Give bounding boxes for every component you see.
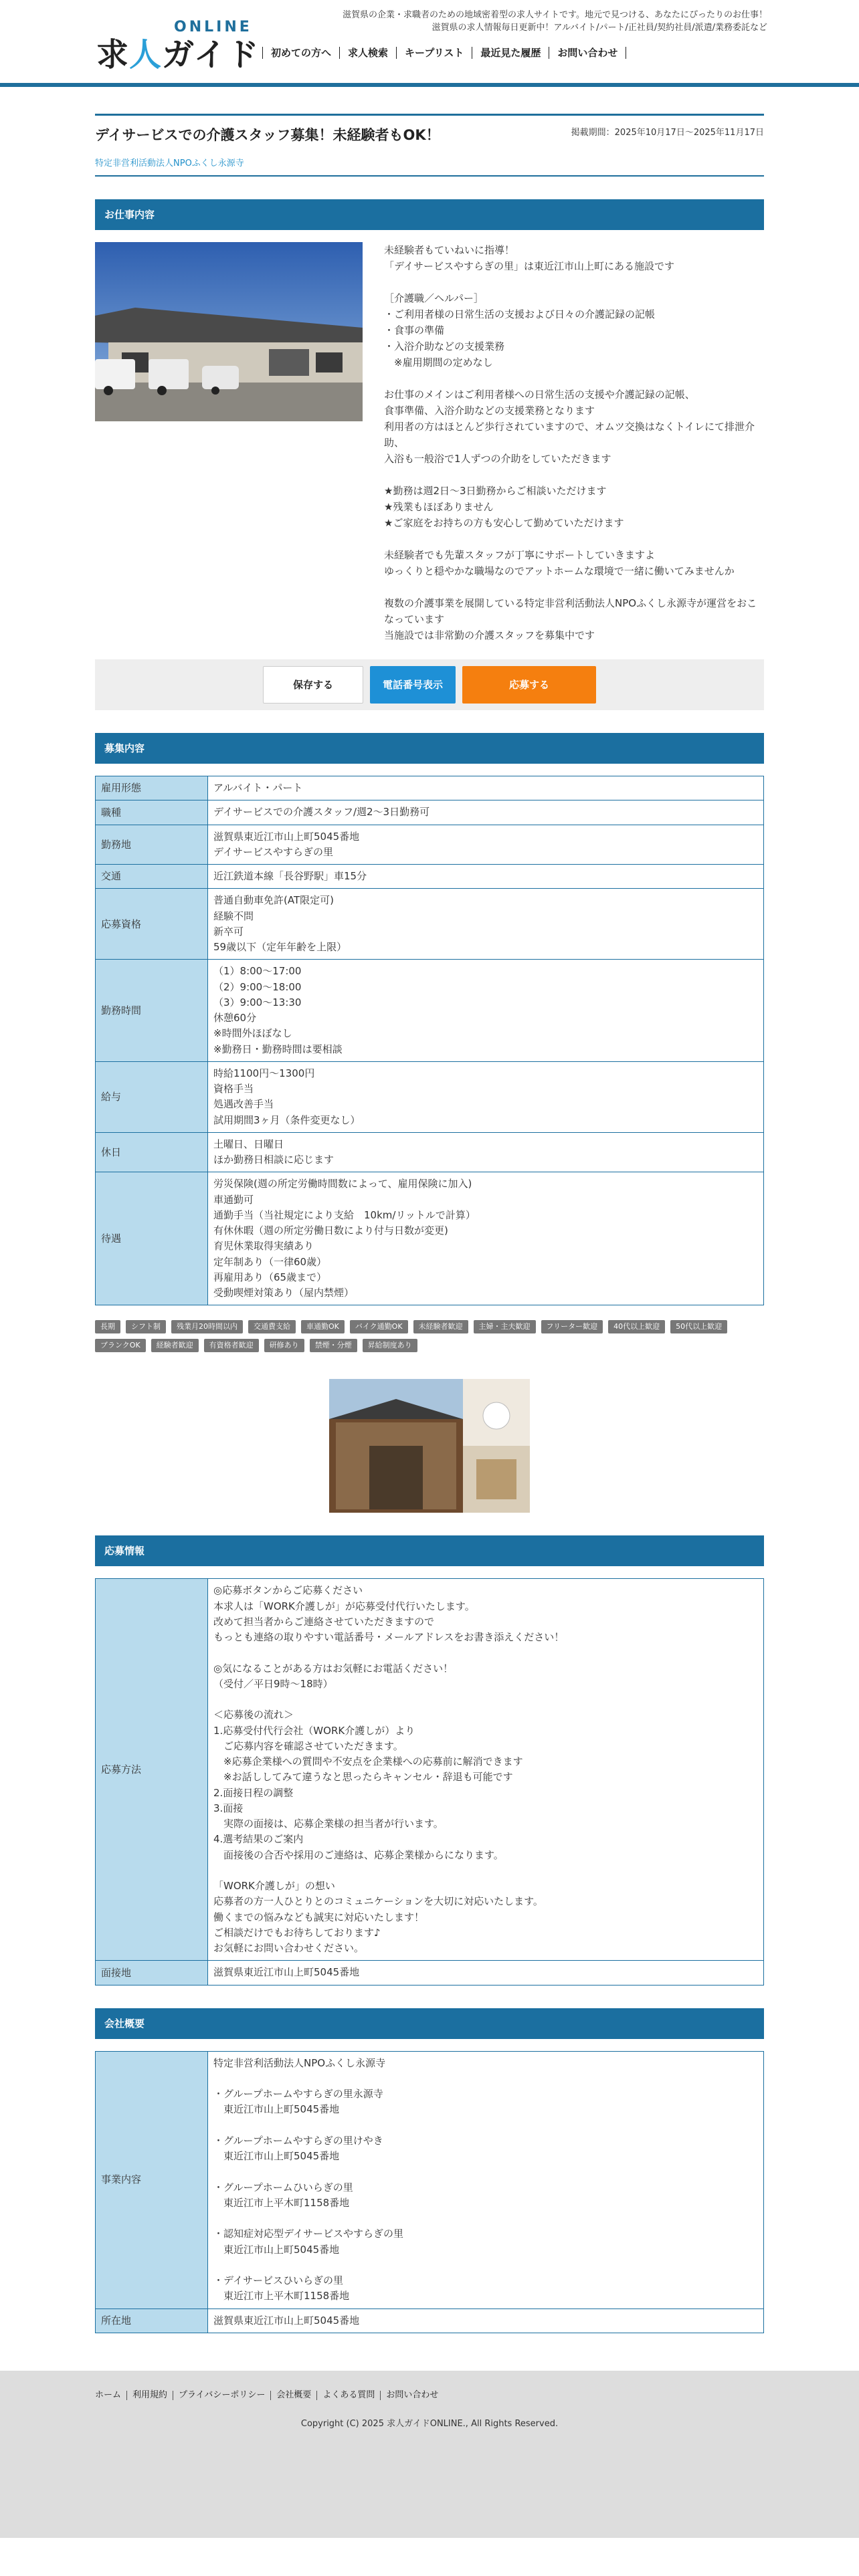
row-label: 勤務時間 [96, 960, 208, 1062]
site-logo[interactable] [95, 12, 260, 74]
footer-link-home[interactable]: ホーム [95, 2389, 122, 2400]
feature-tag: フリーター歓迎 [541, 1320, 603, 1333]
row-value: ◎応募ボタンからご応募ください 本求人は「WORK介護しが」が応募受付代行いたします。 改めて担当者からご連絡させていただきますので もっとも連絡の取りやすい電話番号・メールアドレスをお書き添えください！ ◎気になることがある方はお気軽にお電話ください！ （受付／平日9時〜18時） ＜応募後の流れ＞ 1.応募受付代行会社（WORK介護しが）より ご応募内容を確認させていただきます。 ※応募企業様への質問や不安点を企業様への応募前に解消できます ※お話ししてみて違うなと思ったらキャンセル・辞退も可能です 2.面接日程の調整 3.面接 実際の面接は、応募企業様の担当者が行います。 4.選考結果のご案内 面接後の合否や採用のご連絡は、応募企業様からになります。 「WORK介護しが」の想い 応募者の方一人ひとりとのコミュニケーションを大切に対応いたします。 働くまでの悩みなども誠実に対応いたします！ ご相談だけでもお待ちしております♪ お気軽にお問い合わせください。 [208, 1579, 764, 1961]
row-value: 時給1100円〜1300円 資格手当 処遇改善手当 試用期間3ヶ月（条件変更なし） [208, 1061, 764, 1132]
row-value: 土曜日、日曜日 ほか勤務日相談に応じます [208, 1132, 764, 1172]
save-button[interactable]: 保存する [263, 666, 363, 704]
facility-gallery-image [329, 1379, 530, 1513]
feature-tag: 長期 [95, 1320, 120, 1333]
footer-link-contact[interactable]: お問い合わせ [380, 2391, 444, 2400]
row-label: 事業内容 [96, 2051, 208, 2309]
feature-tags [95, 1320, 764, 1358]
row-value: 普通自動車免許(AT限定可) 経験不問 新卒可 59歳以下（定年年齢を上限） [208, 889, 764, 960]
action-bar [95, 659, 764, 710]
copyright: Copyright (C) 2025 求人ガイドONLINE., All Rights Reserved. [300, 2419, 559, 2430]
table-row [96, 889, 764, 960]
site-footer [0, 2371, 859, 2538]
job-header [95, 114, 764, 177]
logo-main-text: 求人ガイド [96, 36, 260, 74]
feature-tag: 車通勤OK [301, 1320, 345, 1333]
nav-keep-list[interactable]: キープリスト [397, 47, 472, 59]
row-label: 所在地 [96, 2309, 208, 2333]
feature-tag: 禁煙・分煙 [310, 1339, 357, 1352]
posting-period: 掲載期間：2025年10月17日〜2025年11月17日 [571, 128, 764, 138]
table-row [96, 2309, 764, 2333]
nav-contact[interactable]: お問い合わせ [549, 47, 626, 59]
main-nav [262, 47, 626, 59]
footer-nav [95, 2391, 764, 2400]
feature-tag: シフト制 [126, 1320, 166, 1333]
feature-tag: バイク通勤OK [350, 1320, 408, 1333]
job-title: デイサービスでの介護スタッフ募集！未経験者もOK！ [95, 127, 440, 143]
footer-link-company[interactable]: 会社概要 [270, 2391, 316, 2400]
row-value: 滋賀県東近江市山上町5045番地 [208, 2309, 764, 2333]
logo-online-text: ONLINE [174, 19, 252, 35]
row-label: 交通 [96, 865, 208, 889]
company-table [95, 2051, 764, 2333]
feature-tag: 経験者歓迎 [151, 1339, 199, 1352]
feature-tag: 残業月20時間以内 [171, 1320, 243, 1333]
company-link[interactable]: 特定非営利活動法人NPOふくし永源寺 [95, 158, 244, 169]
row-label: 職種 [96, 800, 208, 825]
feature-tag: 有資格者歓迎 [204, 1339, 259, 1352]
table-row [96, 1579, 764, 1961]
feature-tag: 未経験者歓迎 [413, 1320, 468, 1333]
table-row [96, 1961, 764, 1985]
section-heading-recruit: 募集内容 [95, 733, 764, 764]
nav-first-time[interactable]: 初めての方へ [262, 47, 340, 59]
table-row [96, 1172, 764, 1305]
table-row [96, 1132, 764, 1172]
row-value: デイサービスでの介護スタッフ/週2〜3日勤務可 [208, 800, 764, 825]
table-row [96, 2051, 764, 2309]
table-row [96, 825, 764, 865]
row-label: 勤務地 [96, 825, 208, 865]
row-label: 面接地 [96, 1961, 208, 1985]
facility-photo [95, 242, 363, 421]
section-heading-work: お仕事内容 [95, 199, 764, 230]
row-value: （1）8:00〜17:00 （2）9:00〜18:00 （3）9:00〜13:30 休憩60分 ※時間外ほぼなし ※勤務日・勤務時間は要相談 [208, 960, 764, 1062]
table-row [96, 776, 764, 800]
apply-button[interactable]: 応募する [462, 666, 596, 704]
table-row [96, 865, 764, 889]
footer-link-terms[interactable]: 利用規約 [126, 2391, 173, 2400]
row-value: アルバイト・パート [208, 776, 764, 800]
table-row [96, 800, 764, 825]
row-label: 給与 [96, 1061, 208, 1132]
feature-tag: 研修あり [264, 1339, 304, 1352]
table-row [96, 1061, 764, 1132]
apply-table [95, 1578, 764, 1985]
row-value: 特定非営利活動法人NPOふくし永源寺 ・グループホームやすらぎの里永源寺 東近江市山上町5045番地 ・グループホームやすらぎの里けやき 東近江市山上町5045番地 ・グループホームひいらぎの里 東近江市上平木町1158番地 ・認知症対応型デイサービスやすらぎの里 東近江市山上町5045番地 ・デイサービスひいらぎの里 東近江市上平木町1158番地 [208, 2051, 764, 2309]
feature-tag: 主婦・主夫歓迎 [474, 1320, 536, 1333]
feature-tag: 40代以上歓迎 [608, 1320, 665, 1333]
nav-job-search[interactable]: 求人検索 [340, 47, 397, 59]
row-label: 休日 [96, 1132, 208, 1172]
nav-recent-history[interactable]: 最近見た履歴 [472, 47, 549, 59]
row-label: 待遇 [96, 1172, 208, 1305]
row-label: 応募資格 [96, 889, 208, 960]
row-value: 近江鉄道本線「長谷野駅」車15分 [208, 865, 764, 889]
site-tagline: 滋賀県の企業・求職者のための地域密着型の求人サイトです。地元で見つける、あなたにぴったりのお仕事！ 滋賀県の求人情報毎日更新中！アルバイト/パート/正社員/契約社員/派遣/業務委託など [342, 10, 767, 33]
row-label: 応募方法 [96, 1579, 208, 1961]
work-description: 未経験者もていねいに指導！ 「デイサービスやすらぎの里」は東近江市山上町にある施設です ［介護職／ヘルパー］ ・ご利用者様の日常生活の支援および日々の介護記録の記帳 ・食事の準備 ・入浴介助などの支援業務 ※雇用期間の定めなし お仕事のメインはご利用者様への日常生活の支援や介護記録の記帳、 食事準備、入浴介助などの支援業務となります 利用者の方はほとんど歩行されていますので、オムツ交換はなくトイレにて排泄介助、 入浴も一般浴で1人ずつの介助をしていただきます ★勤務は週2日〜3日勤務からご相談いただけます ★残業もほぼありません ★ご家庭をお持ちの方も安心して勤めていただけます 未経験者でも先輩スタッフが丁寧にサポートしていきますよ ゆっくりと穏やかな職場なのでアットホームな環境で一緒に働いてみませんか 複数の介護事業を展開している特定非営利活動法人NPOふくし永源寺が運営をおこなっています 当施設では非常勤の介護スタッフを募集中です [384, 244, 757, 641]
row-label: 雇用形態 [96, 776, 208, 800]
site-header [0, 0, 859, 87]
feature-tag: ブランクOK [95, 1339, 146, 1352]
row-value: 労災保険(週の所定労働時間数によって、雇用保険に加入) 車通勤可 通勤手当（当社規定により支給 10km/リットルで計算） 有休休暇（週の所定労働日数により付与日数が変更) 育児休業取得実績あり 定年制あり（一律60歳） 再雇用あり（65歳まで） 受動喫煙対策あり（屋内禁煙） [208, 1172, 764, 1305]
footer-link-privacy[interactable]: プライバシーポリシー [173, 2391, 270, 2400]
table-row [96, 960, 764, 1062]
show-phone-button[interactable]: 電話番号表示 [370, 666, 456, 704]
recruit-table [95, 776, 764, 1305]
feature-tag: 昇給制度あり [363, 1339, 417, 1352]
footer-link-faq[interactable]: よくある質問 [316, 2391, 380, 2400]
feature-tag: 交通費支給 [248, 1320, 296, 1333]
row-value: 滋賀県東近江市山上町5045番地 デイサービスやすらぎの里 [208, 825, 764, 865]
work-content [95, 242, 764, 643]
row-value: 滋賀県東近江市山上町5045番地 [208, 1961, 764, 1985]
feature-tag: 50代以上歓迎 [670, 1320, 727, 1333]
section-heading-company: 会社概要 [95, 2008, 764, 2039]
section-heading-apply: 応募情報 [95, 1535, 764, 1566]
